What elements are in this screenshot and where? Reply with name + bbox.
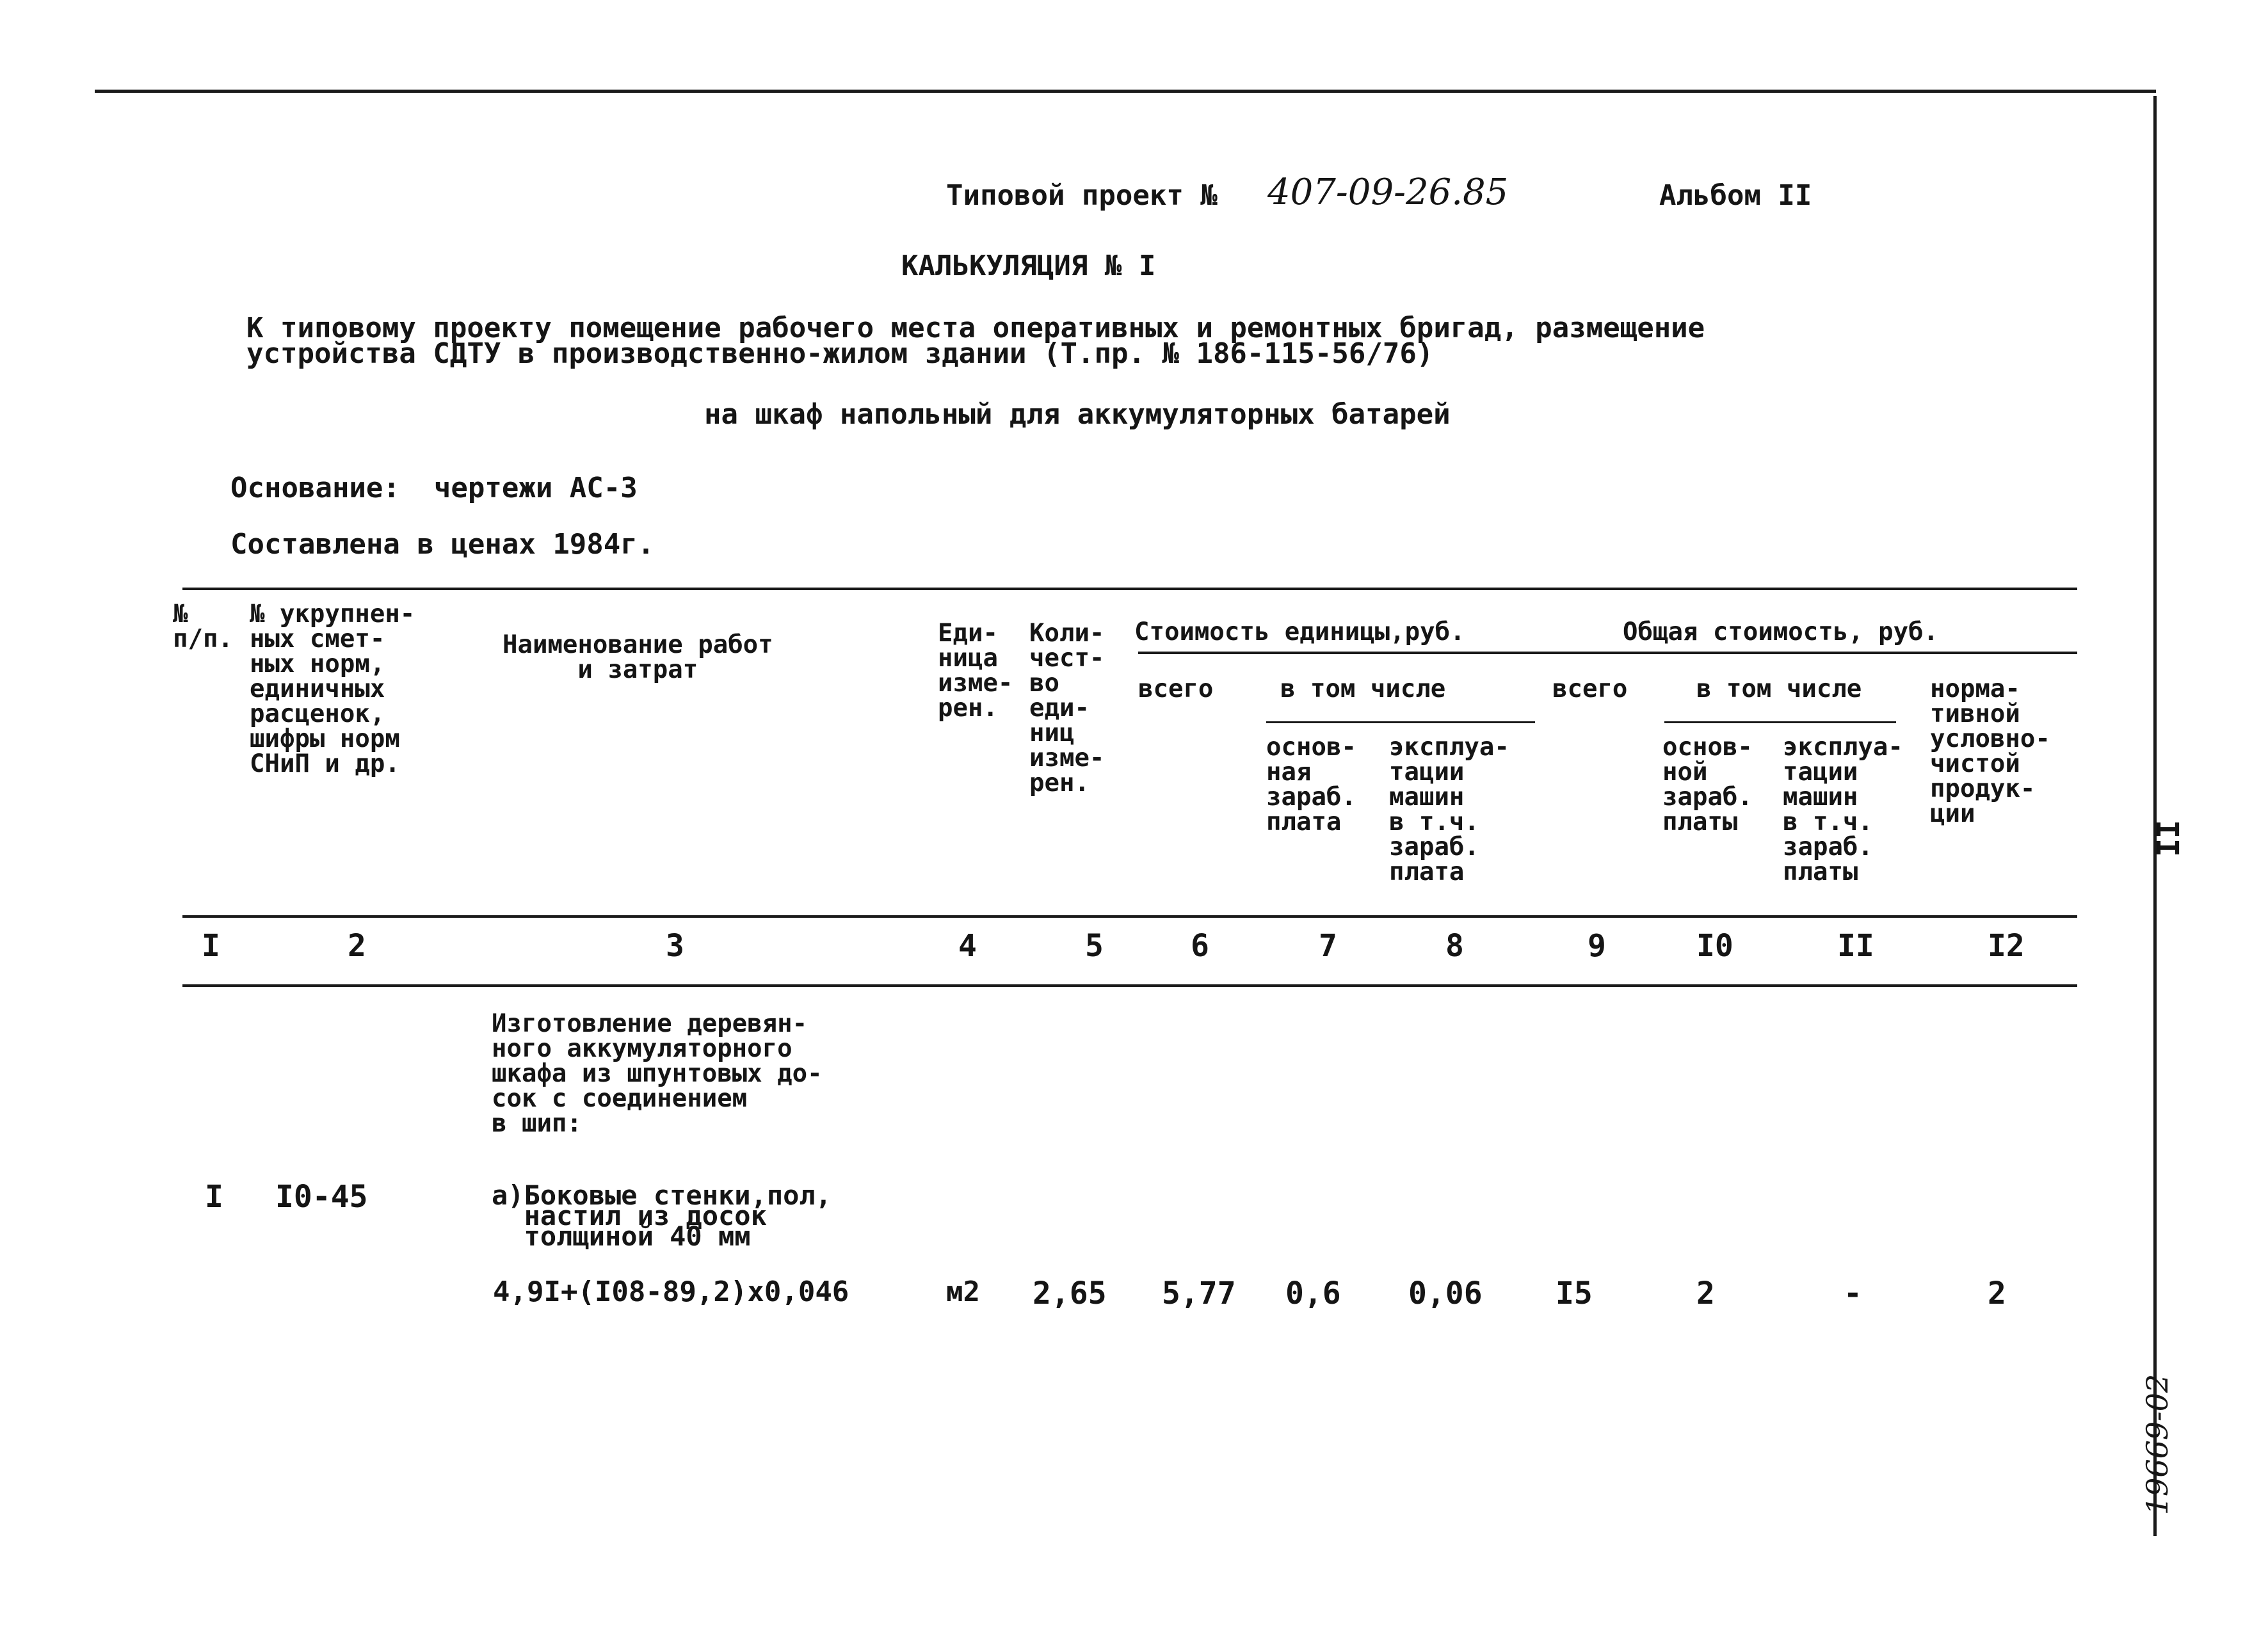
header-sum-total: всего — [1552, 675, 1628, 703]
row-number: I — [205, 1179, 223, 1215]
right-border-line — [2153, 96, 2157, 1536]
archive-stamp: 19669-02 — [2140, 1373, 2175, 1516]
column-number-10: I0 — [1696, 928, 1733, 964]
column-number-6: 6 — [1191, 928, 1209, 964]
header-norm-code: № укрупнен- ных смет- ных норм, единичных расценок, шифры норм СНиП и др. — [250, 600, 415, 778]
section-title: Изготовление деревян- ного аккумуляторного шкафа из шпунтовых до- сок с соединением в шип: — [492, 1009, 823, 1138]
row-sum-machine: - — [1844, 1276, 1862, 1311]
subtitle-line-1: К типовому проекту помещение рабочего места оперативных и ремонтных бригад, размещение — [246, 312, 1705, 344]
calculation-title: КАЛЬКУЛЯЦИЯ № I — [901, 250, 1156, 282]
row-norm-code: I0-45 — [275, 1179, 368, 1215]
row-formula: 4,9I+(I08-89,2)x0,046 — [493, 1276, 849, 1308]
column-number-3: 3 — [666, 928, 684, 964]
prices-line: Составлена в ценах 1984г. — [230, 528, 655, 561]
header-sum-machine: эксплуа- тации машин в т.ч. зараб. платы — [1783, 733, 1903, 886]
column-number-7: 7 — [1319, 928, 1337, 964]
header-sum-wage: основ- ной зараб. платы — [1662, 733, 1753, 837]
header-sum-incl: в том числе — [1696, 675, 1862, 703]
incl-unit-rule — [1266, 721, 1535, 723]
row-sum-product: 2 — [1988, 1276, 2006, 1311]
column-number-4: 4 — [958, 928, 977, 964]
row-sum-total: I5 — [1556, 1276, 1593, 1311]
row-work-name: а)Боковые стенки,пол, настил из досок толщиной 40 мм — [492, 1180, 832, 1252]
row-quantity: 2,65 — [1033, 1276, 1107, 1311]
table-top-rule — [182, 588, 2077, 590]
header-unit-machine: эксплуа- тации машин в т.ч. зараб. плата — [1389, 733, 1509, 886]
header-unit: Еди- ница изме- рен. — [938, 619, 1013, 723]
project-label: Типовой проект № — [946, 179, 1218, 212]
unit-cost-group-rule — [1138, 652, 2077, 654]
column-number-8: 8 — [1445, 928, 1464, 964]
header-unit-wage: основ- ная зараб. плата — [1266, 733, 1356, 837]
row-sum-wage: 2 — [1696, 1276, 1715, 1311]
header-sum-product: норма- тивной условно- чистой продук- ции — [1930, 675, 2050, 828]
header-row-number: № п/п. — [173, 600, 233, 653]
row-unit-total: 5,77 — [1162, 1276, 1236, 1311]
basis-line: Основание: чертежи АС-3 — [230, 472, 638, 504]
incl-total-rule — [1664, 721, 1896, 723]
column-numbers-rule — [182, 984, 2077, 987]
row-unit: м2 — [946, 1276, 980, 1308]
page-number: II — [2148, 820, 2185, 857]
column-number-1: I — [202, 928, 220, 964]
header-unit-cost-group: Стоимость единицы,руб. — [1134, 618, 1465, 646]
project-number: 407-09-26.85 — [1267, 172, 1509, 213]
object-line: на шкаф напольный для аккумуляторных батарей — [704, 398, 1451, 431]
header-unit-total: всего — [1138, 675, 1214, 703]
album-label: Альбом II — [1659, 179, 1812, 212]
header-bottom-rule — [182, 915, 2077, 918]
row-unit-machine: 0,06 — [1408, 1276, 1483, 1311]
column-number-2: 2 — [348, 928, 366, 964]
column-number-12: I2 — [1988, 928, 2025, 964]
header-quantity: Коли- чест- во еди- ниц изме- рен. — [1029, 619, 1105, 797]
subtitle-line-2: устройства СДТУ в производственно-жилом здании (Т.пр. № 186-115-56/76) — [246, 337, 1434, 370]
header-unit-incl: в том числе — [1280, 675, 1446, 703]
column-number-5: 5 — [1085, 928, 1104, 964]
header-total-cost-group: Общая стоимость, руб. — [1623, 618, 1939, 646]
column-number-11: II — [1837, 928, 1874, 964]
header-work-name: Наименование работ и затрат — [503, 630, 773, 684]
top-border-line — [95, 90, 2156, 93]
row-unit-wage: 0,6 — [1285, 1276, 1341, 1311]
column-number-9: 9 — [1588, 928, 1606, 964]
